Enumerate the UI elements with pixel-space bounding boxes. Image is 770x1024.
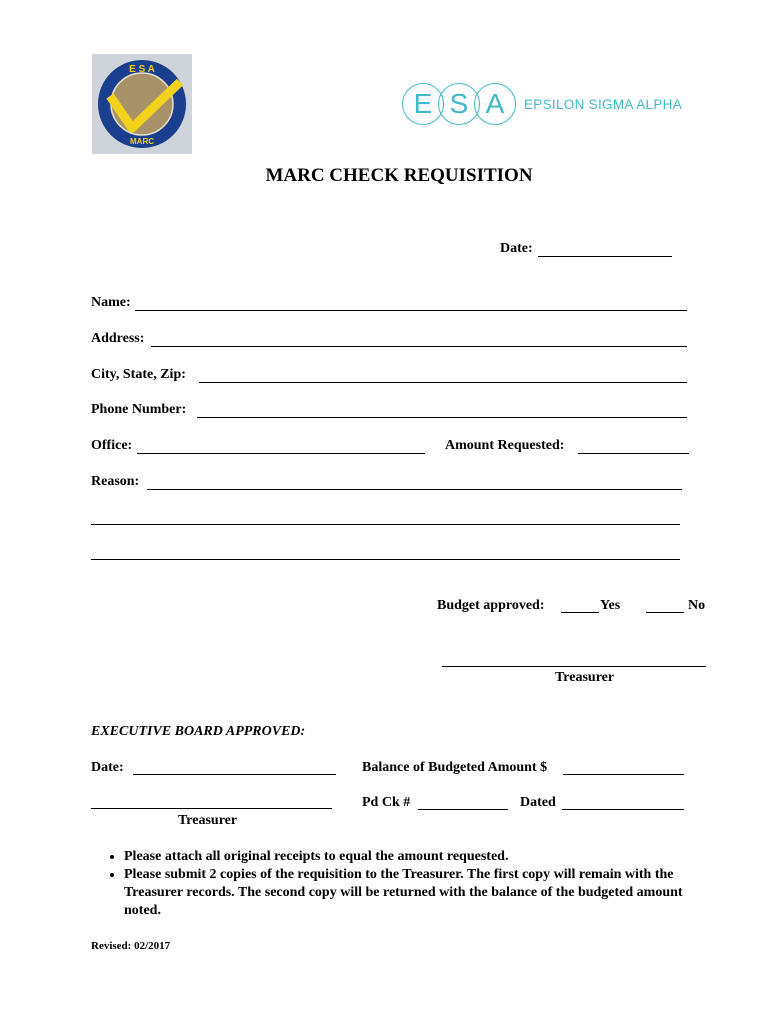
treasurer-signature-line[interactable] [442, 666, 706, 667]
date-field[interactable] [538, 256, 672, 257]
esa-logo [402, 80, 682, 128]
treasurer-label: Treasurer [555, 670, 615, 685]
budget-yes-blank[interactable] [561, 612, 599, 613]
revised-date: Revised: 02/2017 [91, 940, 171, 952]
exec-date-label: Date: [91, 760, 124, 775]
amount-requested-field[interactable] [578, 453, 689, 454]
office-label: Office: [91, 438, 133, 453]
esa-letter-a: A [474, 83, 516, 125]
city-state-zip-field[interactable] [199, 382, 687, 383]
pd-ck-field[interactable] [418, 809, 508, 810]
exec-date-field[interactable] [133, 774, 336, 775]
balance-budgeted-field[interactable] [563, 774, 684, 775]
balance-budgeted-label: Balance of Budgeted Amount $ [362, 760, 548, 775]
dated-label: Dated [520, 795, 556, 810]
esa-letter-e: E [402, 83, 444, 125]
name-field[interactable] [135, 310, 687, 311]
budget-no-label: No [688, 598, 706, 613]
esa-organization-name: EPSILON SIGMA ALPHA [524, 96, 683, 112]
marc-badge-logo [92, 54, 192, 154]
budget-yes-label: Yes [600, 598, 621, 613]
budget-no-blank[interactable] [646, 612, 684, 613]
reason-field-line-2[interactable] [91, 524, 680, 525]
reason-label: Reason: [91, 474, 140, 489]
city-state-zip-label: City, State, Zip: [91, 367, 186, 382]
exec-treasurer-label: Treasurer [178, 813, 238, 828]
pd-ck-label: Pd Ck # [362, 795, 411, 810]
badge-top-text: E S A [129, 64, 155, 75]
dated-field[interactable] [562, 809, 684, 810]
address-field[interactable] [151, 346, 687, 347]
office-field[interactable] [137, 453, 425, 454]
phone-number-label: Phone Number: [91, 402, 187, 417]
reason-field-line-3[interactable] [91, 559, 680, 560]
page-title: MARC CHECK REQUISITION [265, 165, 533, 186]
name-label: Name: [91, 295, 131, 310]
instruction-item: • Please attach all original receipts to equal the amount requested. [124, 848, 712, 866]
badge-emblem-icon [96, 58, 188, 150]
instructions-list [100, 848, 712, 920]
executive-board-heading: EXECUTIVE BOARD APPROVED: [91, 724, 306, 739]
badge-bottom-text: MARC [130, 137, 154, 146]
instruction-item: • Please submit 2 copies of the requisition to the Treasurer. The first copy will remain with the Treasurer records. The second copy will be returned with the balance of the budgeted amount noted. [124, 866, 712, 920]
phone-number-field[interactable] [197, 417, 687, 418]
amount-requested-label: Amount Requested: [445, 438, 565, 453]
address-label: Address: [91, 331, 145, 346]
reason-field[interactable] [147, 489, 682, 490]
esa-letter-s: S [438, 83, 480, 125]
exec-treasurer-signature-line[interactable] [91, 808, 332, 809]
date-label: Date: [500, 241, 533, 256]
budget-approved-label: Budget approved: [437, 598, 545, 613]
